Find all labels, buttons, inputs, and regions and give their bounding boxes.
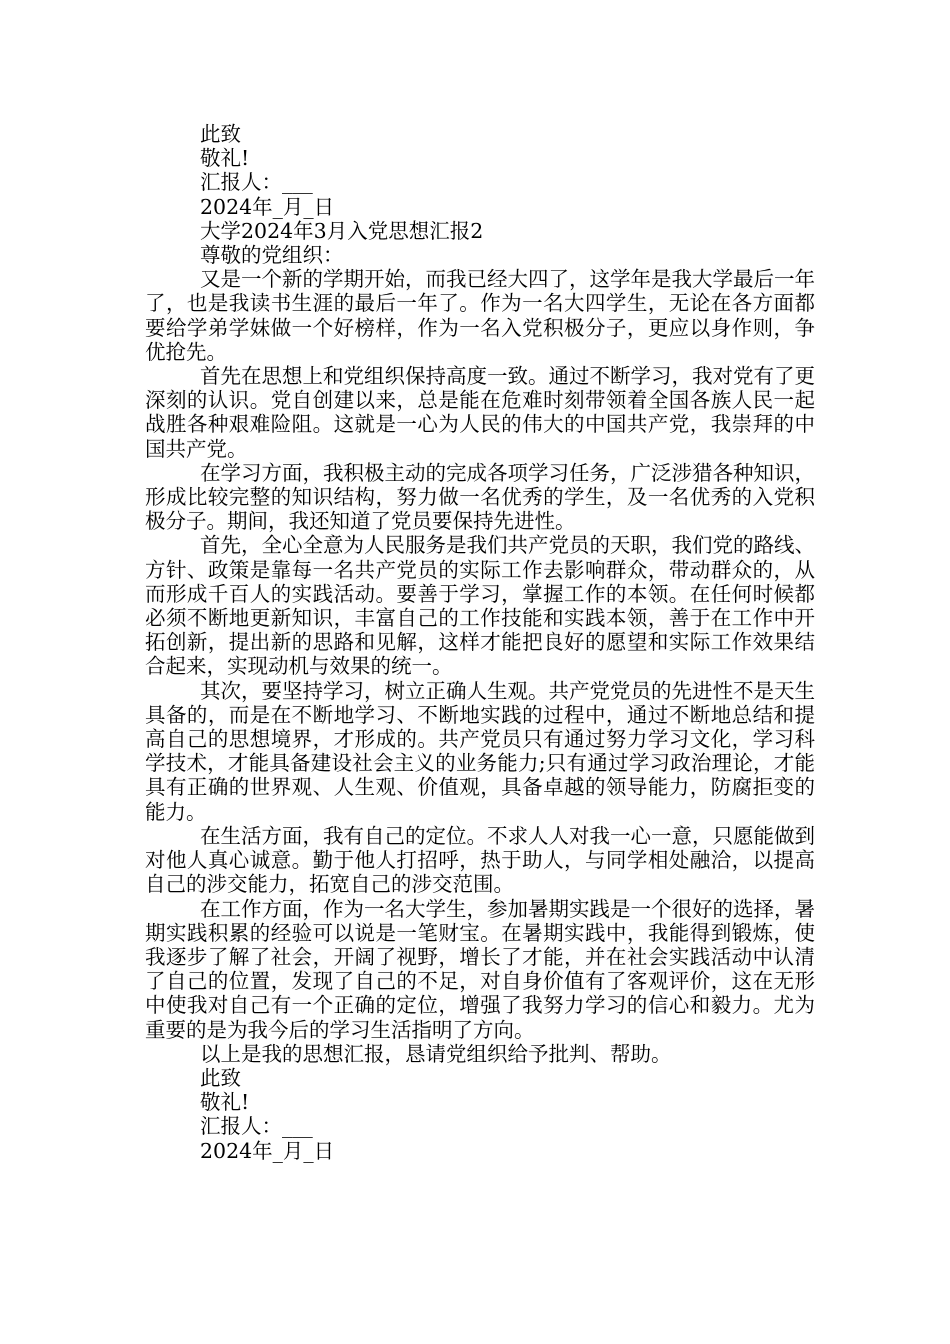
body-paragraph: 其次，要坚持学习，树立正确人生观。共产党党员的先进性不是天生具备的，而是在不断地学习、不断地实践的过程中，通过不断地总结和提高自己的思想境界，才形成的。共产党员只有通过努力学习文化，学习科学技术，才能具备建设社会主义的业务能力;只有通过学习政治理论，才能具有正确的世界观、人生观、价值观，具备卓越的领导能力，防腐拒变的能力。 <box>145 678 815 824</box>
greeting: 尊敬的党组织： <box>200 243 344 268</box>
report-date: 2024年_月_日 <box>200 194 335 219</box>
body-paragraph: 又是一个新的学期开始，而我已经大四了，这学年是我大学最后一年了，也是我读书生涯的最后一年了。作为一名大四学生，无论在各方面都要给学弟学妹做一个好榜样，作为一名入党积极分子，更应以身作则，争优抢先。 <box>145 267 815 364</box>
body-paragraph: 首先在思想上和党组织保持高度一致。通过不断学习，我对党有了更深刻的认识。党自创建以来，总是能在危难时刻带领着全国各族人民一起战胜各种艰难险阻。这就是一心为人民的伟大的中国共产党，我崇拜的中国共产党。 <box>145 364 815 461</box>
closing-regards: 敬礼! <box>200 1090 250 1115</box>
closing-salutation: 此致 <box>200 1065 241 1090</box>
conclusion: 以上是我的思想汇报，恳请党组织给予批判、帮助。 <box>200 1041 672 1066</box>
document-body <box>145 122 815 1163</box>
body-paragraph: 在学习方面，我积极主动的完成各项学习任务，广泛涉猎各种知识，形成比较完整的知识结构，努力做一名优秀的学生，及一名优秀的入党积极分子。期间，我还知道了党员要保持先进性。 <box>145 460 815 534</box>
reporter-signature: 汇报人：___ <box>200 170 313 195</box>
body-paragraph: 在工作方面，作为一名大学生，参加暑期实践是一个很好的选择，暑期实践积累的经验可以说是一笔财宝。在暑期实践中，我能得到锻炼，使我逐步了解了社会，开阔了视野，增长了才能，并在社会实践活动中认清了自己的位置，发现了自己的不足，对自身价值有了客观评价，这在无形中使我对自己有一个正确的定位，增强了我努力学习的信心和毅力。尤为重要的是为我今后的学习生活指明了方向。 <box>145 896 815 1042</box>
body-paragraph: 在生活方面，我有自己的定位。不求人人对我一心一意，只愿能做到对他人真心诚意。勤于他人打招呼，热于助人，与同学相处融洽，以提高自己的涉交能力，拓宽自己的涉交范围。 <box>145 823 815 897</box>
closing-regards: 敬礼! <box>200 146 250 171</box>
reporter-signature: 汇报人：___ <box>200 1114 313 1139</box>
closing-salutation: 此致 <box>200 122 241 146</box>
report-date: 2024年_月_日 <box>200 1138 335 1163</box>
document-title: 大学2024年3月入党思想汇报2 <box>200 218 484 243</box>
body-paragraph: 首先，全心全意为人民服务是我们共产党员的天职，我们党的路线、方针、政策是靠每一名共产党员的实际工作去影响群众，带动群众的，从而形成千百人的实践活动。要善于学习，掌握工作的本领。在任何时候都必须不断地更新知识，丰富自己的工作技能和实践本领，善于在工作中开拓创新，提出新的思路和见解，这样才能把良好的愿望和实际工作效果结合起来，实现动机与效果的统一。 <box>145 533 815 679</box>
